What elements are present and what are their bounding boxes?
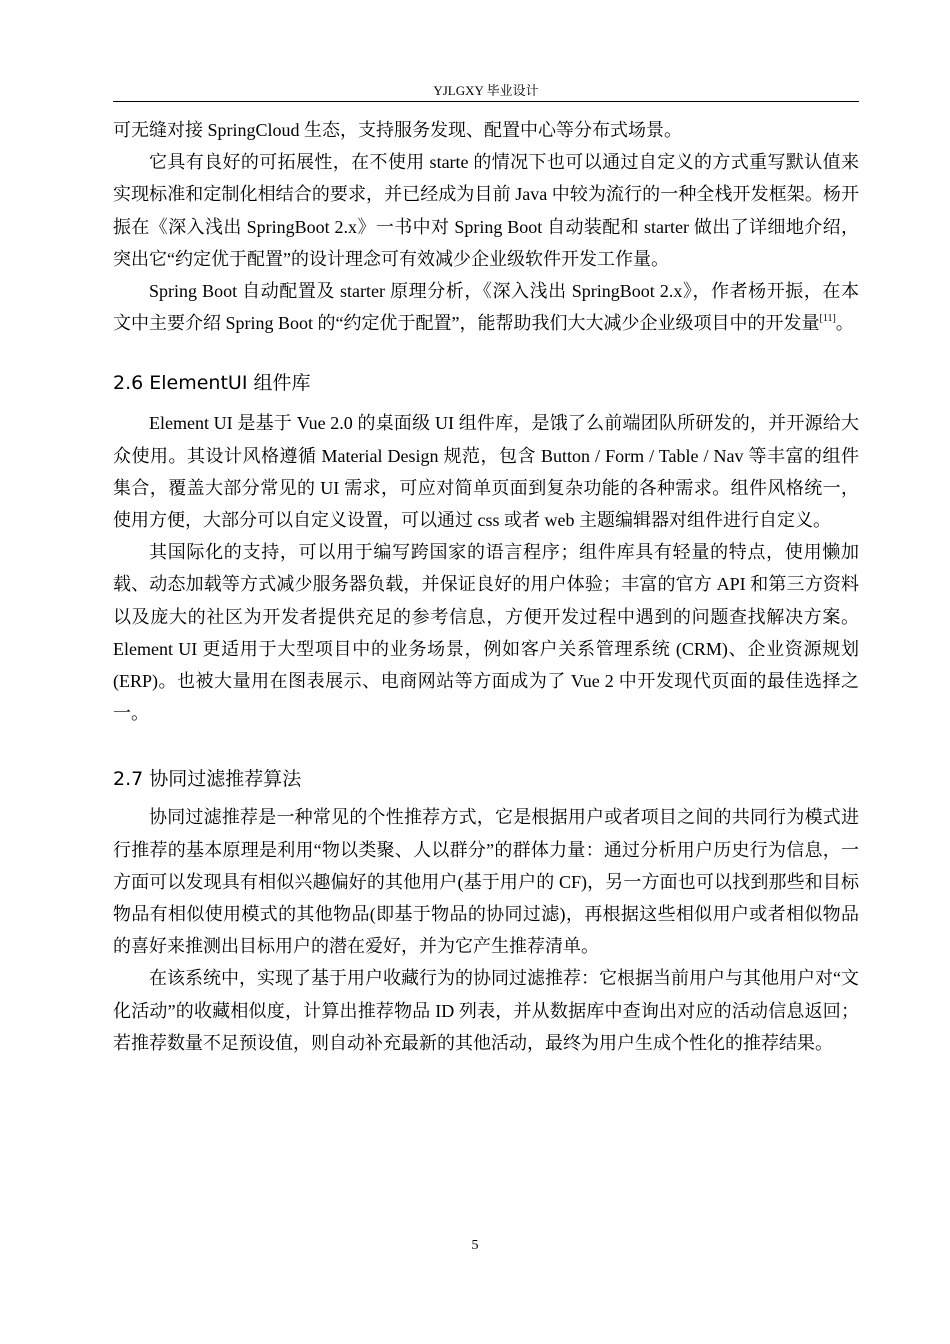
paragraph-text: Spring Boot 自动配置及 starter 原理分析，《深入浅出 SpringBoot 2.x》，作者杨开振，在本文中主要介绍 Spring Boot 的“约定优于配置”，能帮助我们大大减少企业级项目中的开发量 — [113, 281, 859, 334]
page-number: 5 — [471, 1238, 479, 1253]
section-heading-2-7: 2.7 协同过滤推荐算法 — [113, 768, 302, 791]
paragraph: 在该系统中，实现了基于用户收藏行为的协同过滤推荐：它根据当前用户与其他用户对“文化活动”的收藏相似度，计算出推荐物品 ID 列表，并从数据库中查询出对应的活动信息返回；若推荐数量不足预设值，则自动补充最新的其他活动，最终为用户生成个性化的推荐结果。 — [113, 968, 859, 1053]
paragraph-with-citation — [113, 275, 859, 339]
citation: [11] — [819, 313, 836, 325]
header-rule — [113, 101, 859, 102]
paragraph: 它具有良好的可拓展性，在不使用 starte 的情况下也可以通过自定义的方式重写默认值来实现标准和定制化相结合的要求，并已经成为目前 Java 中较为流行的一种全栈开发框架。杨开振在《深入浅出 SpringBoot 2.x》一书中对 Spring Boot 自动装配和 starter 做出了详细地介绍，突出它“约定优于配置”的设计理念可有效减少企业级软件开发工作量。 — [113, 152, 859, 269]
page-header: YJLGXY 毕业设计 — [433, 83, 539, 98]
paragraph: 其国际化的支持，可以用于编写跨国家的语言程序；组件库具有轻量的特点，使用懒加载、动态加载等方式减少服务器负载，并保证良好的用户体验；丰富的官方 API 和第三方资料以及庞大的社区为开发者提供充足的参考信息，方便开发过程中遇到的问题查找解决方案。Element UI 更适用于大型项目中的业务场景，例如客户关系管理系统 (CRM)、企业资源规划(ERP)。也被大量用在图表展示、电商网站等方面成为了 Vue 2 中开发现代页面的最佳选择之一。 — [113, 542, 859, 724]
page-body — [113, 114, 859, 1059]
paragraph: 协同过滤推荐是一种常见的个性推荐方式，它是根据用户或者项目之间的共同行为模式进行推荐的基本原理是利用“物以类聚、人以群分”的群体力量：通过分析用户历史行为信息，一方面可以发现具有相似兴趣偏好的其他用户(基于用户的 CF)，另一方面也可以找到那些和目标物品有相似使用模式的其他物品(即基于物品的协同过滤)，再根据这些相似用户或者相似物品的喜好来推测出目标用户的潜在爱好，并为它产生推荐清单。 — [113, 807, 859, 957]
paragraph-end: 。 — [835, 313, 854, 334]
paragraph: 可无缝对接 SpringCloud 生态，支持服务发现、配置中心等分布式场景。 — [113, 120, 683, 140]
paragraph: Element UI 是基于 Vue 2.0 的桌面级 UI 组件库，是饿了么前端团队所研发的，并开源给大众使用。其设计风格遵循 Material Design 规范，包含 Button / Form / Table / Nav 等丰富的组件集合，覆盖大部分常见的 UI 需求，可应对简单页面到复杂功能的各种需求。组件风格统一，使用方便，大部分可以自定义设置，可以通过 css 或者 web 主题编辑器对组件进行自定义。 — [113, 413, 859, 531]
section-heading-2-6: 2.6 ElementUI 组件库 — [113, 372, 311, 395]
